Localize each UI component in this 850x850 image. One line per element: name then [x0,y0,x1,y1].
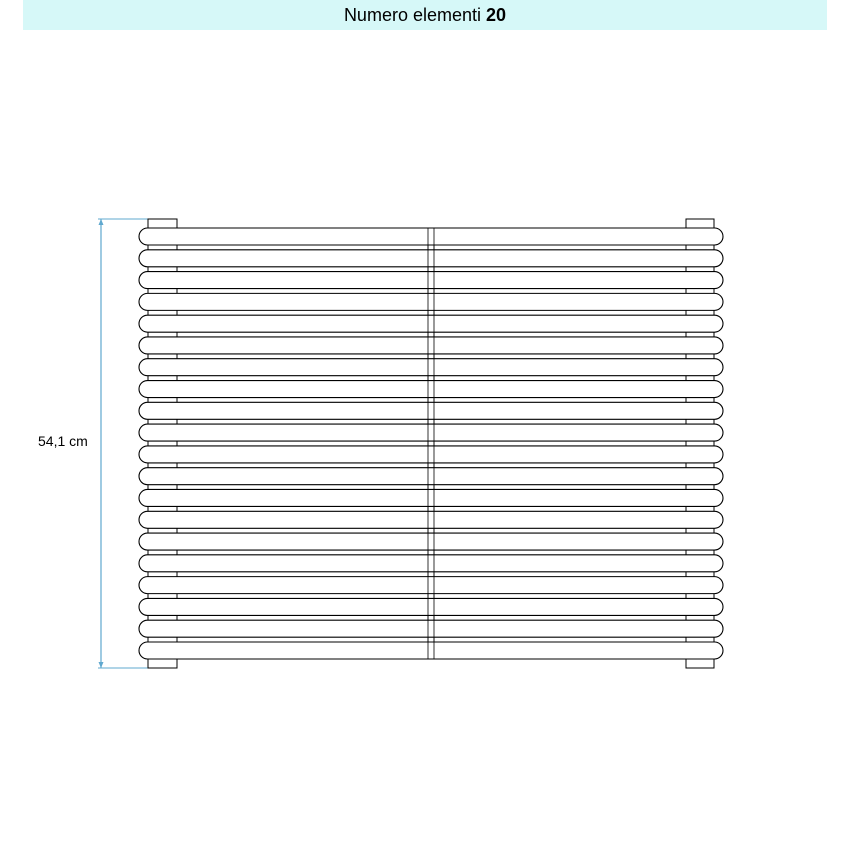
radiator-element [139,228,723,245]
radiator-element [139,598,723,615]
height-dimension-label: 54,1 cm [38,433,88,449]
radiator-element [139,642,723,659]
radiator-element [139,468,723,485]
element-count-label: Numero elementi [343,5,481,25]
radiator-element [139,250,723,267]
radiator-element [139,293,723,310]
radiator-element [139,620,723,637]
radiator-element [139,337,723,354]
element-count-value: 20 [486,5,507,25]
radiator-element [139,533,723,550]
height-dimension-line [98,219,148,668]
central-collector [428,228,434,659]
radiator-element [139,424,723,441]
radiator-element [139,577,723,594]
radiator-element [139,446,723,463]
radiator-element [139,489,723,506]
radiator-tubes [139,228,723,659]
radiator-element [139,555,723,572]
radiator-element [139,359,723,376]
radiator-element [139,272,723,289]
radiator-element [139,402,723,419]
radiator-element [139,511,723,528]
radiator-element [139,315,723,332]
radiator-element [139,381,723,398]
